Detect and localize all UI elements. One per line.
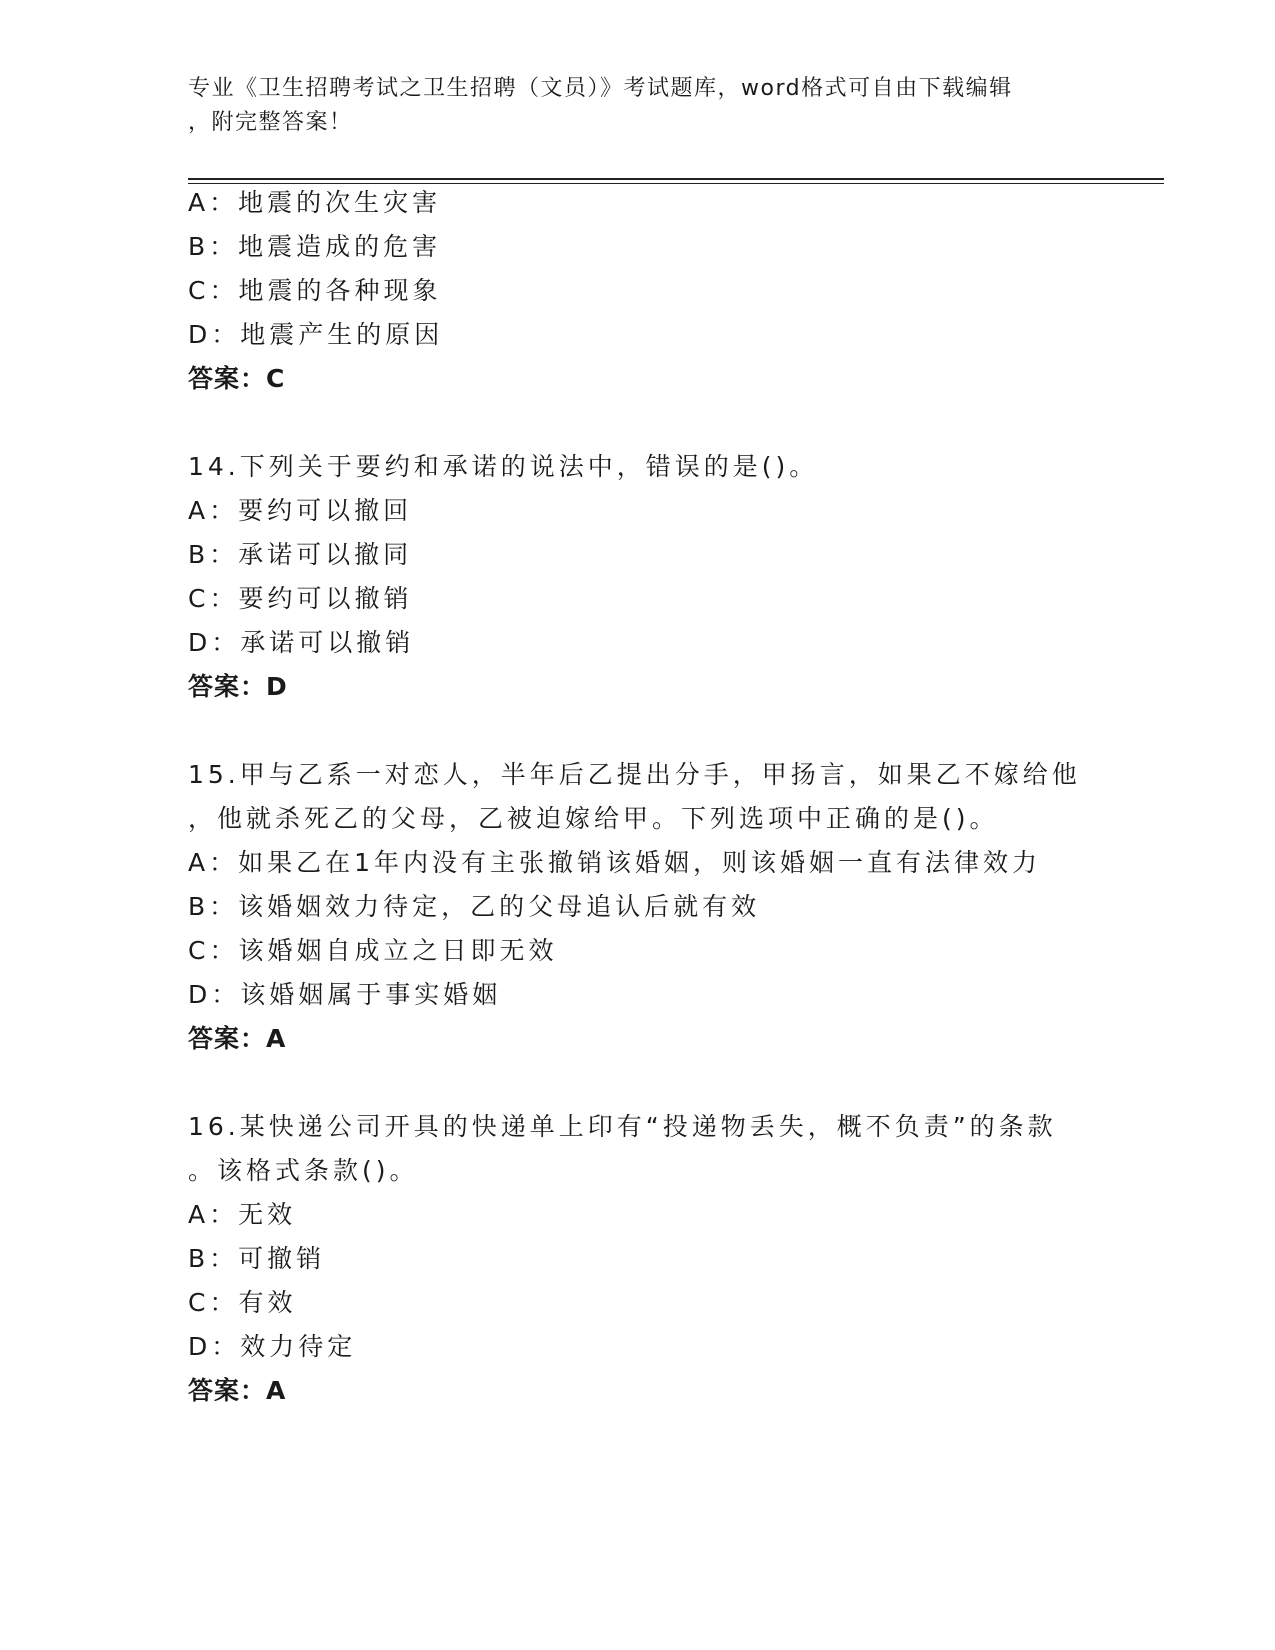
question-stem: 16.某快递公司开具的快递单上印有“投递物丢失，概不负责”的条款: [188, 1112, 1057, 1141]
header-line-1: 专业《卫生招聘考试之卫生招聘（文员）》考试题库，word格式可自由下载编辑: [188, 76, 1013, 101]
answer-line: 答案：C: [188, 364, 286, 393]
option-c: C：地震的各种现象: [188, 276, 442, 305]
option-d: D：该婚姻属于事实婚姻: [188, 980, 502, 1009]
header-divider-thin: [188, 183, 1164, 184]
option-b: B：可撤销: [188, 1244, 326, 1273]
header-divider-thick: [188, 178, 1164, 180]
option-b: B：该婚姻效力待定，乙的父母追认后就有效: [188, 892, 761, 921]
question-stem: 14.下列关于要约和承诺的说法中，错误的是()。: [188, 452, 819, 481]
option-c: C：有效: [188, 1288, 297, 1317]
question-stem-continued: ，他就杀死乙的父母，乙被迫嫁给甲。下列选项中正确的是()。: [188, 804, 999, 833]
option-b: B：地震造成的危害: [188, 232, 442, 261]
option-a: A：无效: [188, 1200, 297, 1229]
header-line-2: ，附完整答案！: [188, 110, 353, 135]
option-a: A：要约可以撤回: [188, 496, 413, 525]
question-stem: 15.甲与乙系一对恋人，半年后乙提出分手，甲扬言，如果乙不嫁给他: [188, 760, 1081, 789]
answer-line: 答案：D: [188, 672, 288, 701]
option-d: D：效力待定: [188, 1332, 357, 1361]
option-c: C：要约可以撤销: [188, 584, 413, 613]
option-d: D：承诺可以撤销: [188, 628, 415, 657]
option-c: C：该婚姻自成立之日即无效: [188, 936, 558, 965]
option-d: D：地震产生的原因: [188, 320, 444, 349]
option-b: B：承诺可以撤同: [188, 540, 413, 569]
option-a: A：如果乙在1年内没有主张撤销该婚姻，则该婚姻一直有法律效力: [188, 848, 1042, 877]
option-a: A：地震的次生灾害: [188, 188, 442, 217]
document-header: [188, 72, 1088, 140]
answer-line: 答案：A: [188, 1024, 287, 1053]
question-stem-continued: 。该格式条款()。: [188, 1156, 419, 1185]
answer-line: 答案：A: [188, 1376, 287, 1405]
